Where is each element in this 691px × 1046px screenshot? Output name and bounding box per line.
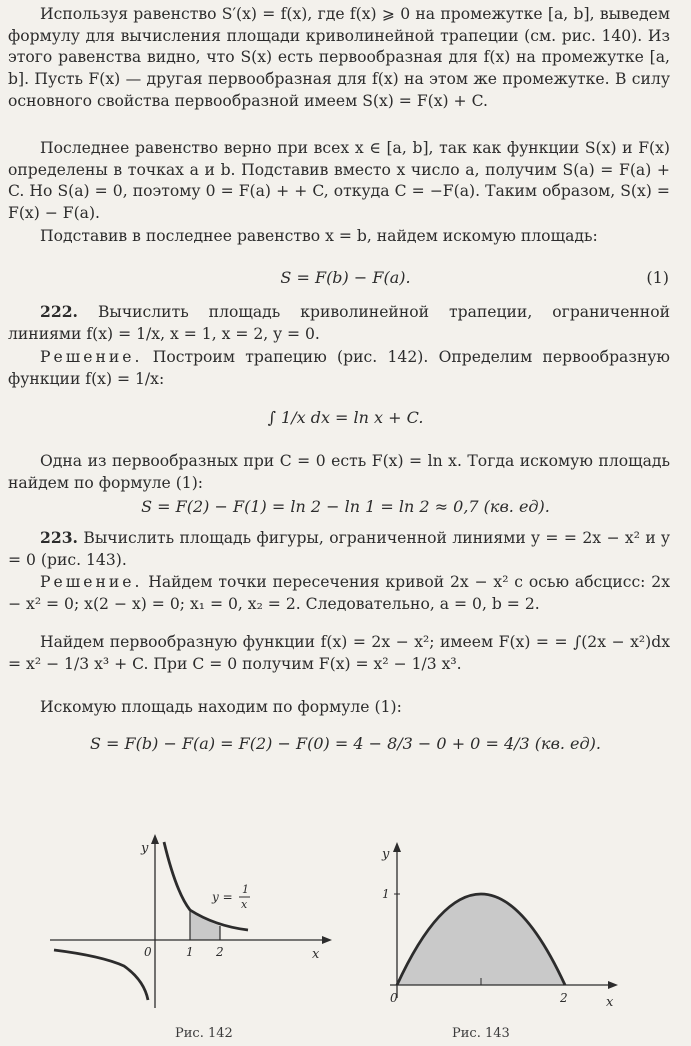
axis-x-label-142: x <box>312 947 320 962</box>
paragraph-equality: Последнее равенство верно при всех x ∈ [a, b], так как функции S(x) и F(x) определены в точках a и b. Подставив вместо x число a, получим S(a) = F(a) + C. Но S(a) = 0, поэтому 0 = F(a) + + C, откуда C = −F(a). Таким образом, S(x) = F(x) − F(a). <box>8 139 670 223</box>
hyperbola-left-branch <box>54 950 148 1000</box>
problem-222 <box>8 301 670 345</box>
figure-142 <box>40 830 340 1020</box>
origin-label-143: 0 <box>390 991 398 1005</box>
y-axis-arrow-142 <box>151 834 159 844</box>
paragraph-find-area: Искомую площадь находим по формуле (1): <box>40 698 402 716</box>
origin-label-142: 0 <box>144 945 152 959</box>
x-axis-arrow-142 <box>322 936 332 944</box>
axis-y-label-143: y <box>382 847 390 862</box>
figure-143 <box>370 838 650 1018</box>
solution-223-label: Решение. <box>40 573 143 591</box>
formula-1: S = F(b) − F(a). <box>280 268 411 287</box>
paragraph-antiderivative: Одна из первообразных при C = 0 есть F(x) = ln x. Тогда искомую площадь найдем по формуле (1): <box>8 452 670 492</box>
problem-223-text: Вычислить площадь фигуры, ограниченной линиями y = = 2x − x² и y = 0 (рис. 143). <box>8 529 670 569</box>
curve-label-numerator: 1 <box>242 883 249 896</box>
tick-x2-label: 2 <box>560 991 568 1005</box>
caption-142: Рис. 142 <box>175 1026 233 1041</box>
solution-label: Решение. <box>40 348 143 366</box>
curve-label-denominator: x <box>241 898 248 911</box>
hyperbola-right-branch <box>164 842 248 930</box>
axis-y-label-142: y <box>141 841 149 856</box>
x-axis-arrow-143 <box>608 981 618 989</box>
paragraph-antiderivative-223: Найдем первообразную функции f(x) = 2x − x²; имеем F(x) = = ∫(2x − x²)dx = x² − 1/3 x³ + C. При C = 0 получим F(x) = x² − 1/3 x³. <box>8 633 670 673</box>
solution-222 <box>8 347 670 390</box>
problem-222-text: Вычислить площадь криволинейной трапеции, ограниченной линиями f(x) = 1/x, x = 1, x = 2, y = 0. <box>8 303 670 343</box>
formula-area-ln: S = F(2) − F(1) = ln 2 − ln 1 = ln 2 ≈ 0,7 (кв. ед). <box>141 497 550 516</box>
tick-2-label: 2 <box>216 945 224 959</box>
tick-y1-label: 1 <box>382 887 390 901</box>
tick-1-label: 1 <box>186 945 194 959</box>
problem-222-number: 222. <box>40 302 78 321</box>
formula-1-number: (1) <box>646 268 669 287</box>
paragraph-derivation: Используя равенство S′(x) = f(x), где f(x) ⩾ 0 на промежутке [a, b], выведем формулу для вычисления площади криволинейной трапеции (см. рис. 140). Из этого равенства видно, что S(x) есть первообразная для f(x) на промежутке [a, b]. Пусть F(x) — другая первообразная для f(x) на этом же промежутке. В силу основного свойства первообразной имеем S(x) = F(x) + C. <box>8 5 670 110</box>
caption-143: Рис. 143 <box>452 1026 510 1041</box>
solution-223 <box>8 572 670 615</box>
curve-label-y: y = <box>212 890 233 904</box>
problem-223 <box>8 527 670 571</box>
y-axis-arrow-143 <box>393 842 401 852</box>
axis-x-label-143: x <box>606 995 614 1010</box>
formula-area-result: S = F(b) − F(a) = F(2) − F(0) = 4 − 8/3 − 0 + 0 = 4/3 (кв. ед). <box>90 734 601 753</box>
solution-223-text: Найдем точки пересечения кривой 2x − x² с осью абсцисс: 2x − x² = 0; x(2 − x) = 0; x₁ = 0, x₂ = 2. Следовательно, a = 0, b = 2. <box>8 573 670 613</box>
solution-222-text: Построим трапецию (рис. 142). Определим первообразную функции f(x) = 1/x: <box>8 348 670 388</box>
paragraph-substitute: Подставив в последнее равенство x = b, найдем искомую площадь: <box>40 227 598 245</box>
shaded-area-142 <box>190 910 220 940</box>
problem-223-number: 223. <box>40 528 78 547</box>
formula-integral: ∫ 1/x dx = ln x + C. <box>267 408 424 427</box>
